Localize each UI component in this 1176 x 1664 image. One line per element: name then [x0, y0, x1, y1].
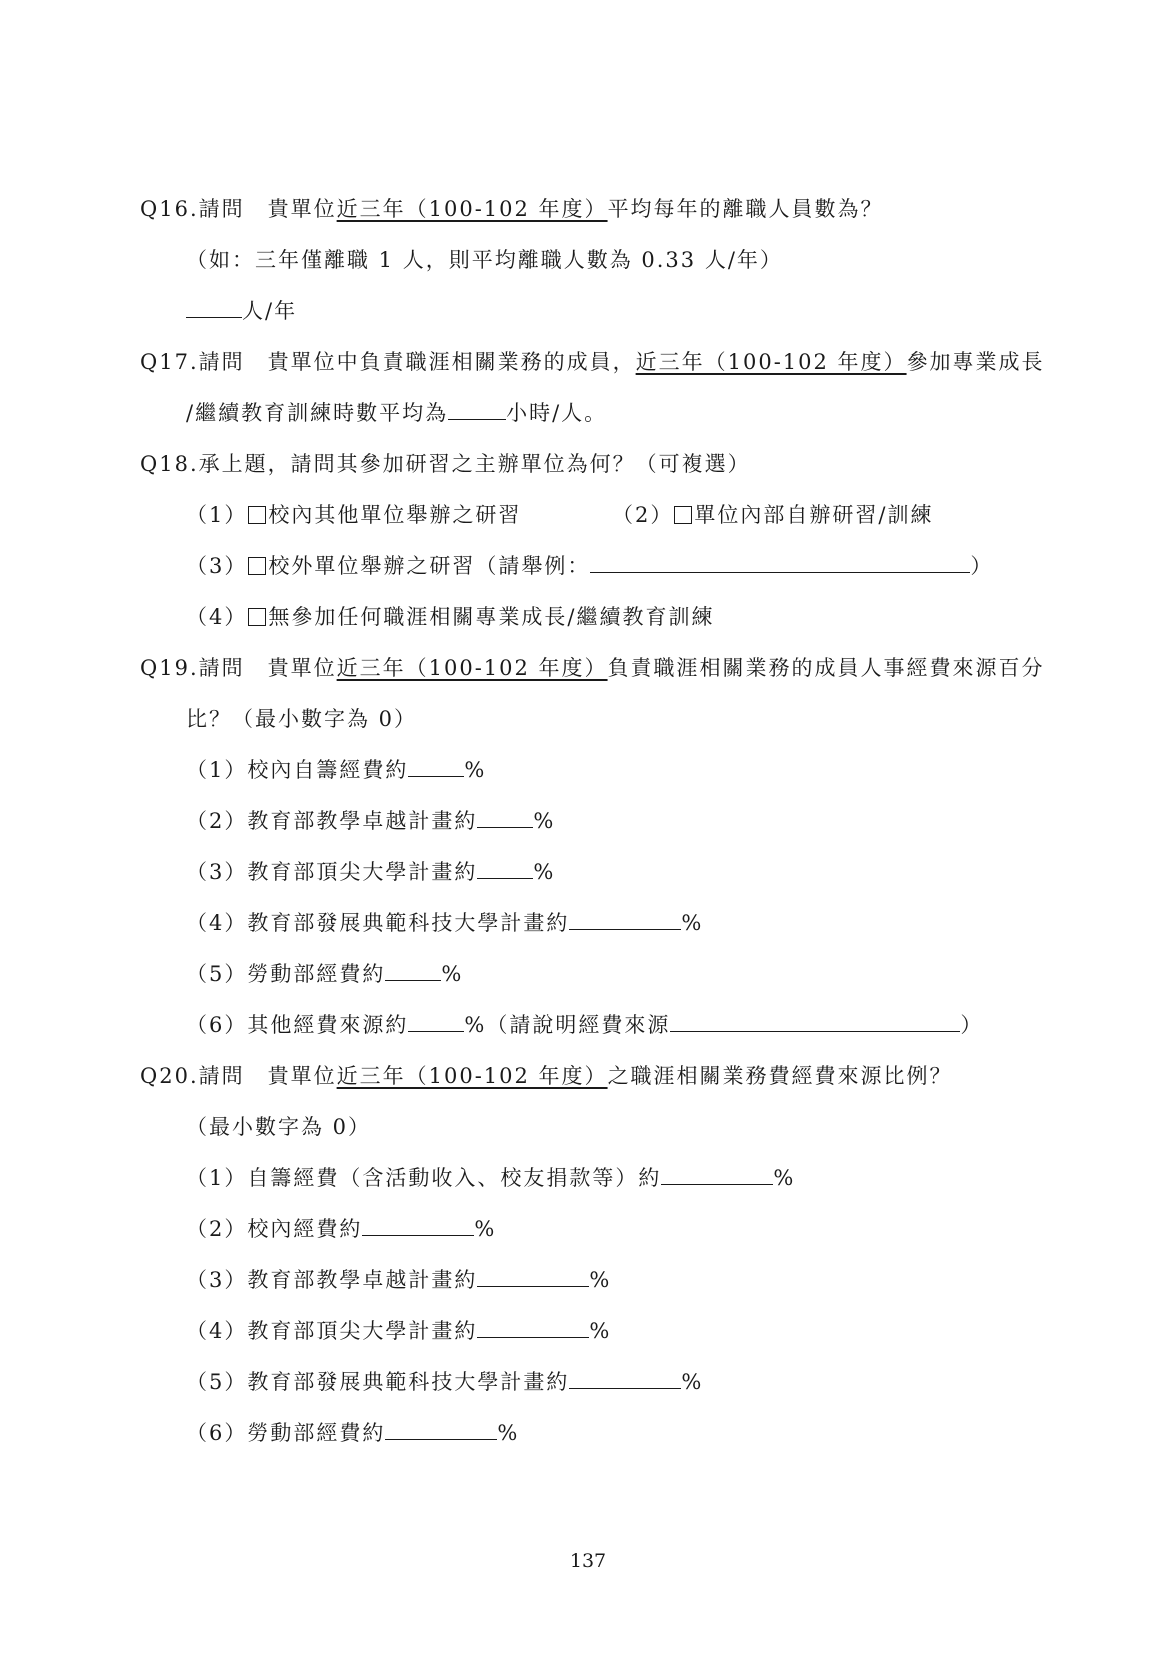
q20-item-6 [186, 1418, 519, 1448]
q20-item-4 [186, 1316, 611, 1346]
q20-item-6-blank[interactable] [385, 1421, 497, 1440]
q19-item-2-text: 教育部教學卓越計畫約 [247, 809, 478, 833]
percent-sign: % [681, 911, 704, 935]
q19-item-3-blank[interactable] [477, 860, 533, 879]
q20-item-4-text: 教育部頂尖大學計畫約 [247, 1319, 478, 1343]
q19-item-1 [186, 755, 486, 785]
q18-option-1-text: 校內其他單位舉辦之研習 [268, 503, 522, 527]
q19-item-3-num: （3） [186, 860, 248, 884]
q19-item-3 [186, 857, 555, 887]
q19-item-6 [186, 1010, 983, 1040]
page-number: 137 [569, 1550, 607, 1572]
q20-item-5-blank[interactable] [569, 1370, 681, 1389]
percent-sign: % [533, 809, 556, 833]
q20-item-1-num: （1） [186, 1166, 248, 1190]
q19-period: 近三年（100-102 年度） [336, 656, 608, 680]
percent-sign: % [464, 1013, 487, 1037]
percent-sign: % [589, 1268, 612, 1292]
q19-item-1-text: 校內自籌經費約 [247, 758, 409, 782]
q20-item-3-blank[interactable] [477, 1268, 589, 1287]
q20-item-2-num: （2） [186, 1217, 248, 1241]
q16-unit: 人/年 [242, 299, 298, 323]
q19-continuation: 比？（最小數字為 0） [186, 707, 418, 731]
q19-item-1-blank[interactable] [408, 758, 464, 777]
q17-lead: 請問 貴單位中負責職涯相關業務的成員， [198, 350, 636, 374]
q18-option-1-checkbox[interactable] [248, 506, 266, 524]
q18-option-4-text: 無參加任何職涯相關專業成長/繼續教育訓練 [268, 605, 715, 629]
q20-label: Q20. [140, 1064, 199, 1088]
q19-item-6-close: ） [960, 1013, 984, 1037]
q19-item-6-blank[interactable] [408, 1013, 464, 1032]
percent-sign: % [589, 1319, 612, 1343]
q18-option-3-checkbox[interactable] [248, 557, 266, 575]
q19-item-2-blank[interactable] [477, 809, 533, 828]
q19-item-3-text: 教育部頂尖大學計畫約 [247, 860, 478, 884]
q20-continuation: （最小數字為 0） [186, 1115, 372, 1139]
q20-lead: 請問 貴單位 [198, 1064, 337, 1088]
q19-item-4 [186, 908, 703, 938]
q18-option-1 [186, 500, 521, 530]
q18-option-4 [186, 602, 714, 632]
q20-item-5-text: 教育部發展典範科技大學計畫約 [247, 1370, 570, 1394]
q20-item-2 [186, 1214, 496, 1244]
q17-hours-blank[interactable] [448, 401, 506, 420]
q18-option-3-text: 校外單位舉辦之研習（請舉例： [268, 554, 591, 578]
q19-question [140, 653, 1045, 683]
q20-item-5 [186, 1367, 703, 1397]
q17-cont-post: 小時/人。 [506, 401, 608, 425]
q18-option-1-num: （1） [186, 503, 248, 527]
q18-option-3-close: ） [970, 554, 994, 578]
q19-label: Q19. [140, 656, 199, 680]
q17-continuation [186, 398, 607, 428]
q20-period: 近三年（100-102 年度） [336, 1064, 608, 1088]
q20-item-6-num: （6） [186, 1421, 248, 1445]
q19-item-5-text: 勞動部經費約 [247, 962, 386, 986]
q16-tail: 平均每年的離職人員數為？ [607, 197, 884, 221]
q18-option-4-checkbox[interactable] [248, 608, 266, 626]
q18-question [140, 449, 751, 479]
q19-item-4-text: 教育部發展典範科技大學計畫約 [247, 911, 570, 935]
percent-sign: % [474, 1217, 497, 1241]
q20-item-2-text: 校內經費約 [247, 1217, 363, 1241]
percent-sign: % [773, 1166, 796, 1190]
q20-item-1 [186, 1163, 795, 1193]
q20-item-4-num: （4） [186, 1319, 248, 1343]
percent-sign: % [497, 1421, 520, 1445]
q20-item-6-text: 勞動部經費約 [247, 1421, 386, 1445]
q20-item-1-blank[interactable] [661, 1166, 773, 1185]
q20-item-4-blank[interactable] [477, 1319, 589, 1338]
q20-tail: 之職涯相關業務費經費來源比例？ [607, 1064, 953, 1088]
percent-sign: % [681, 1370, 704, 1394]
q16-answer [186, 296, 297, 326]
q18-option-2-checkbox[interactable] [674, 506, 692, 524]
q18-option-4-num: （4） [186, 605, 248, 629]
q19-item-5 [186, 959, 463, 989]
q20-item-3 [186, 1265, 611, 1295]
q19-item-6-num: （6） [186, 1013, 248, 1037]
q16-lead: 請問 貴單位 [198, 197, 337, 221]
q17-cont-pre: /繼續教育訓練時數平均為 [186, 401, 449, 425]
q16-answer-blank[interactable] [186, 299, 242, 318]
percent-sign: % [533, 860, 556, 884]
q16-example: （如：三年僅離職 1 人，則平均離職人數為 0.33 人/年） [186, 248, 783, 272]
q19-item-2-num: （2） [186, 809, 248, 833]
q19-item-2 [186, 806, 555, 836]
q20-item-5-num: （5） [186, 1370, 248, 1394]
q16-label: Q16. [140, 197, 199, 221]
q18-label: Q18. [140, 452, 199, 476]
q16-question [140, 194, 884, 224]
percent-sign: % [441, 962, 464, 986]
q18-option-2-num: （2） [612, 503, 674, 527]
q19-item-5-num: （5） [186, 962, 248, 986]
q17-label: Q17. [140, 350, 199, 374]
q19-item-6-source-blank[interactable] [670, 1013, 960, 1032]
q19-item-4-num: （4） [186, 911, 248, 935]
q18-option-2-text: 單位內部自辦研習/訓練 [694, 503, 934, 527]
q17-tail: 參加專業成長 [906, 350, 1045, 374]
q18-option-3-num: （3） [186, 554, 248, 578]
q19-tail: 負責職涯相關業務的成員人事經費來源百分 [607, 656, 1045, 680]
q18-option-3 [186, 551, 993, 581]
q19-item-6-text: 其他經費來源約 [247, 1013, 409, 1037]
q18-option-2 [612, 500, 933, 530]
q19-lead: 請問 貴單位 [198, 656, 337, 680]
q19-item-1-num: （1） [186, 758, 248, 782]
q20-question [140, 1061, 953, 1091]
q17-period: 近三年（100-102 年度） [635, 350, 907, 374]
percent-sign: % [464, 758, 487, 782]
q20-item-2-blank[interactable] [362, 1217, 474, 1236]
q17-question [140, 347, 1045, 377]
q18-option-3-example-blank[interactable] [590, 554, 970, 573]
q19-item-4-blank[interactable] [569, 911, 681, 930]
q20-item-1-text: 自籌經費（含活動收入、校友捐款等）約 [247, 1166, 662, 1190]
q20-item-3-text: 教育部教學卓越計畫約 [247, 1268, 478, 1292]
q20-item-3-num: （3） [186, 1268, 248, 1292]
q16-period: 近三年（100-102 年度） [336, 197, 608, 221]
q19-item-5-blank[interactable] [385, 962, 441, 981]
q19-item-6-note: （請說明經費來源 [486, 1013, 671, 1037]
q18-text: 承上題，請問其參加研習之主辦單位為何？（可複選） [198, 452, 751, 476]
